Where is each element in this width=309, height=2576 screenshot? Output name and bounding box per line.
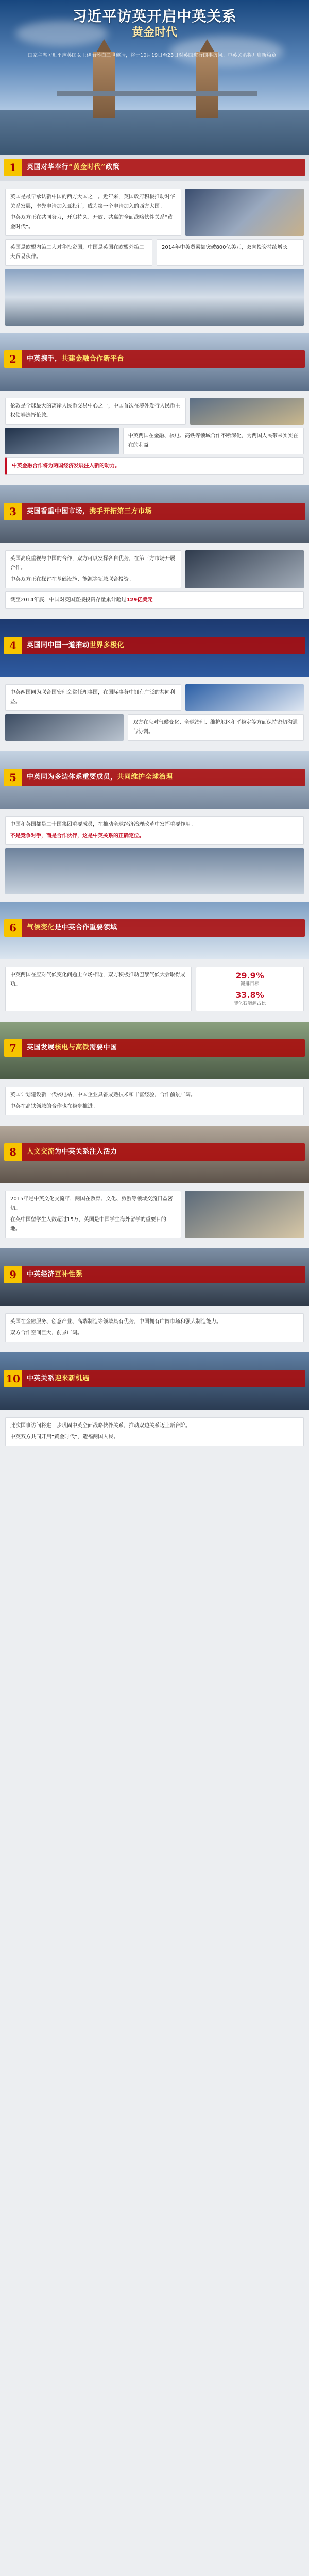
section-7-header [4,1039,305,1057]
title-pre: 中英经济 [27,1270,55,1278]
section-1-pair [5,239,304,266]
section-number: 9 [4,1266,22,1283]
section-number: 7 [4,1039,22,1057]
section-8 [0,1126,309,1248]
title-post: 是中英合作重要领域 [55,923,117,931]
section-8-row [5,1191,304,1238]
paragraph: 英国高度重视与中国的合作，双方可以发挥各自优势，在第三方市场开展合作。 [10,556,175,571]
section-5-banner [0,751,309,809]
stat-label: 减排目标 [240,981,259,987]
text-box [5,189,181,236]
text-box [157,239,304,266]
paragraph: 英国是欧盟内第二大对华投资国，中国是英国在欧盟外第二大贸易伙伴。 [10,245,144,260]
section-3-row [5,550,304,588]
section-number: 5 [4,769,22,786]
section-8-header [4,1143,305,1161]
section-4-content [0,677,309,751]
section-2-header [4,350,305,368]
photo-financial-district [5,428,119,454]
hero-title [0,7,309,41]
section-number: 8 [4,1143,22,1161]
section-number: 10 [4,1370,22,1387]
section-2-banner [0,333,309,391]
section-3-content [0,543,309,619]
photo-business-meeting [185,550,304,588]
paragraph: 2015年是中英文化交流年，两国在教育、文化、旅游等领域交流日益密切。 [10,1196,173,1211]
section-title [22,350,305,368]
section-4-row-2 [5,714,304,741]
stat-box [5,591,304,609]
text-box [5,1417,304,1446]
title-highlight: 核电与高铁 [55,1043,90,1052]
text-box [5,239,152,266]
section-4 [0,619,309,751]
section-7-content [0,1079,309,1126]
quote-box [5,457,304,475]
section-title [22,1039,305,1057]
section-7-banner [0,1022,309,1079]
bridge-tower [93,52,115,118]
photo-summit [5,848,304,894]
section-6-content [0,959,309,1022]
section-5-content [0,809,309,902]
title-pre: 中英同为多边体系重要成员， [27,773,117,781]
section-3 [0,485,309,619]
section-6-banner [0,902,309,959]
paragraph: 2014年中英贸易额突破800亿美元，双向投资持续增长。 [162,245,293,250]
stat-percent: 29.9% [235,971,264,980]
section-2 [0,333,309,485]
section-title [22,919,305,937]
section-title [22,769,305,786]
text-box [5,816,304,845]
text-box [5,1313,304,1342]
paragraph: 中英双方正在探讨在基础设施、能源等领域联合投资。 [10,577,134,582]
text-box [5,684,181,711]
quote-text: 中英金融合作将为两国经济发展注入新的动力。 [12,463,120,469]
text-box [5,967,192,1011]
section-1-banner [0,155,309,181]
section-title [22,637,305,654]
stat-percent: 33.8% [235,990,264,1001]
paragraph: 双方合作空间巨大，前景广阔。 [10,1330,82,1336]
section-1 [0,155,309,333]
paragraph: 中英双方正在共同努力，开启持久、开放、共赢的全面战略伙伴关系“黄金时代”。 [10,215,173,230]
photo-diplomatic-event [5,714,124,741]
section-number: 4 [4,637,22,654]
paragraph: 中国和英国都是二十国集团重要成员，在推动全球经济治理改革中发挥重要作用。 [10,822,196,827]
text-box [5,1191,181,1238]
photo-students [185,1191,304,1238]
paragraph-highlight: 不是竞争对手，而是合作伙伴，这是中英关系的正确定位。 [10,833,144,839]
photo-london-skyline [5,269,304,326]
hero-banner [0,0,309,155]
hero-title-line2: 黄金时代 [131,26,177,40]
section-8-banner [0,1126,309,1183]
paragraph: 此次国事访问将进一步巩固中英全面战略伙伴关系，推动双边关系迈上新台阶。 [10,1422,191,1429]
title-pre: 英国发展 [27,1043,55,1052]
stat-box [196,967,304,1011]
title-highlight: 世界多极化 [89,641,125,649]
paragraph: 英国是最早承认新中国的西方大国之一。近年来，英国政府积极推动对华关系发展，率先申请加入亚投行，成为第一个申请加入的西方大国。 [10,194,175,209]
section-4-header [4,637,305,654]
section-number: 3 [4,503,22,520]
section-9-banner [0,1248,309,1306]
section-number: 1 [4,159,22,176]
section-10 [0,1352,309,1456]
paragraph: 中英双方共同开启“黄金时代”，造福两国人民。 [10,1434,119,1440]
section-title [22,1143,305,1161]
hero-subtitle: 国家主席习近平应英国女王伊丽莎白二世邀请，将于10月19日至23日对英国进行国事访问。中英关系将开启新篇章。 [27,53,282,58]
section-6-row [5,967,304,1011]
paragraph: 中英两国在金融、核电、高铁等领域合作不断深化，为两国人民带来实实在在的利益。 [128,433,298,448]
section-8-content [0,1183,309,1248]
photo-leaders-meeting [185,189,304,236]
text-box [128,714,304,741]
paragraph: 伦敦是全球最大的离岸人民币交易中心之一，中国首次在境外发行人民币主权债券选择伦敦。 [10,403,180,418]
title-post: 政策 [106,163,120,171]
paragraph: 在英中国留学生人数超过15万，英国是中国学生海外留学的重要目的地。 [10,1216,166,1232]
title-highlight: 共建金融合作新平台 [61,354,125,363]
section-title [22,1266,305,1283]
title-pre: 中英携手， [27,354,62,363]
section-2-row [5,398,304,425]
section-number: 2 [4,350,22,368]
title-highlight: 气候变化 [27,923,55,931]
title-pre: 英国看重中国市场， [27,507,90,515]
section-title [22,1370,305,1387]
tower-bridge-illustration [57,82,258,118]
section-6 [0,902,309,1022]
section-4-banner [0,619,309,677]
title-pre: 中英关系 [27,1374,55,1382]
section-1-row [5,189,304,236]
title-pre: 英国同中国一道推动 [27,641,90,649]
section-5-header [4,769,305,786]
section-9-content [0,1306,309,1352]
paragraph: 中英在高铁领域的合作也在稳步推进。 [10,1103,98,1109]
title-post: 需要中国 [89,1043,117,1052]
section-10-content [0,1410,309,1456]
stat-label: 非化石能源占比 [233,1001,266,1007]
text-box [5,398,186,425]
title-highlight: 互补性强 [55,1270,83,1278]
paragraph: 中英两国在应对气候变化问题上立场相近，双方积极推动巴黎气候大会取得成功。 [10,972,185,987]
text-box [5,1087,304,1115]
section-title [22,159,305,176]
stat-text: 截至2014年底，中国对英国直接投资存量累计超过 [10,597,127,603]
photo-city-view [190,398,304,425]
section-9 [0,1248,309,1352]
section-2-row-2 [5,428,304,454]
section-2-content [0,391,309,485]
paragraph: 双方在应对气候变化、全球治理、维护地区和平稳定等方面保持密切沟通与协调。 [133,720,298,735]
photo-flags [185,684,304,711]
bridge-deck [57,91,258,96]
paragraph: 中英两国同为联合国安理会常任理事国，在国际事务中拥有广泛的共同利益。 [10,690,175,705]
text-box [123,428,304,454]
section-7 [0,1022,309,1126]
section-3-banner [0,485,309,543]
section-1-content [0,181,309,333]
section-10-banner [0,1352,309,1410]
section-1-header [4,159,305,176]
section-6-header [4,919,305,937]
paragraph: 英国计划建设新一代核电站，中国企业具备成熟技术和丰富经验，合作前景广阔。 [10,1092,196,1098]
title-highlight: 迎来新机遇 [55,1374,90,1382]
bridge-tower [196,52,218,118]
stat-value: 129亿美元 [126,597,153,603]
section-9-header [4,1266,305,1283]
section-5 [0,751,309,902]
title-highlight: 共同维护全球治理 [117,773,173,781]
title-highlight: “黄金时代” [68,163,106,171]
section-title [22,503,305,520]
title-post: 为中英关系注入活力 [55,1147,117,1156]
title-pre: 英国对华奉行 [27,163,69,171]
paragraph: 英国在金融服务、创意产业、高端制造等领域具有优势，中国拥有广阔市场和强大制造能力。 [10,1318,221,1325]
section-4-row [5,684,304,711]
section-10-header [4,1370,305,1387]
section-3-header [4,503,305,520]
title-highlight: 携手开拓第三方市场 [89,507,152,515]
text-box [5,550,181,588]
title-highlight: 人文交流 [27,1147,55,1156]
hero-title-line1: 习近平访英开启中英关系 [72,8,237,25]
section-number: 6 [4,919,22,937]
